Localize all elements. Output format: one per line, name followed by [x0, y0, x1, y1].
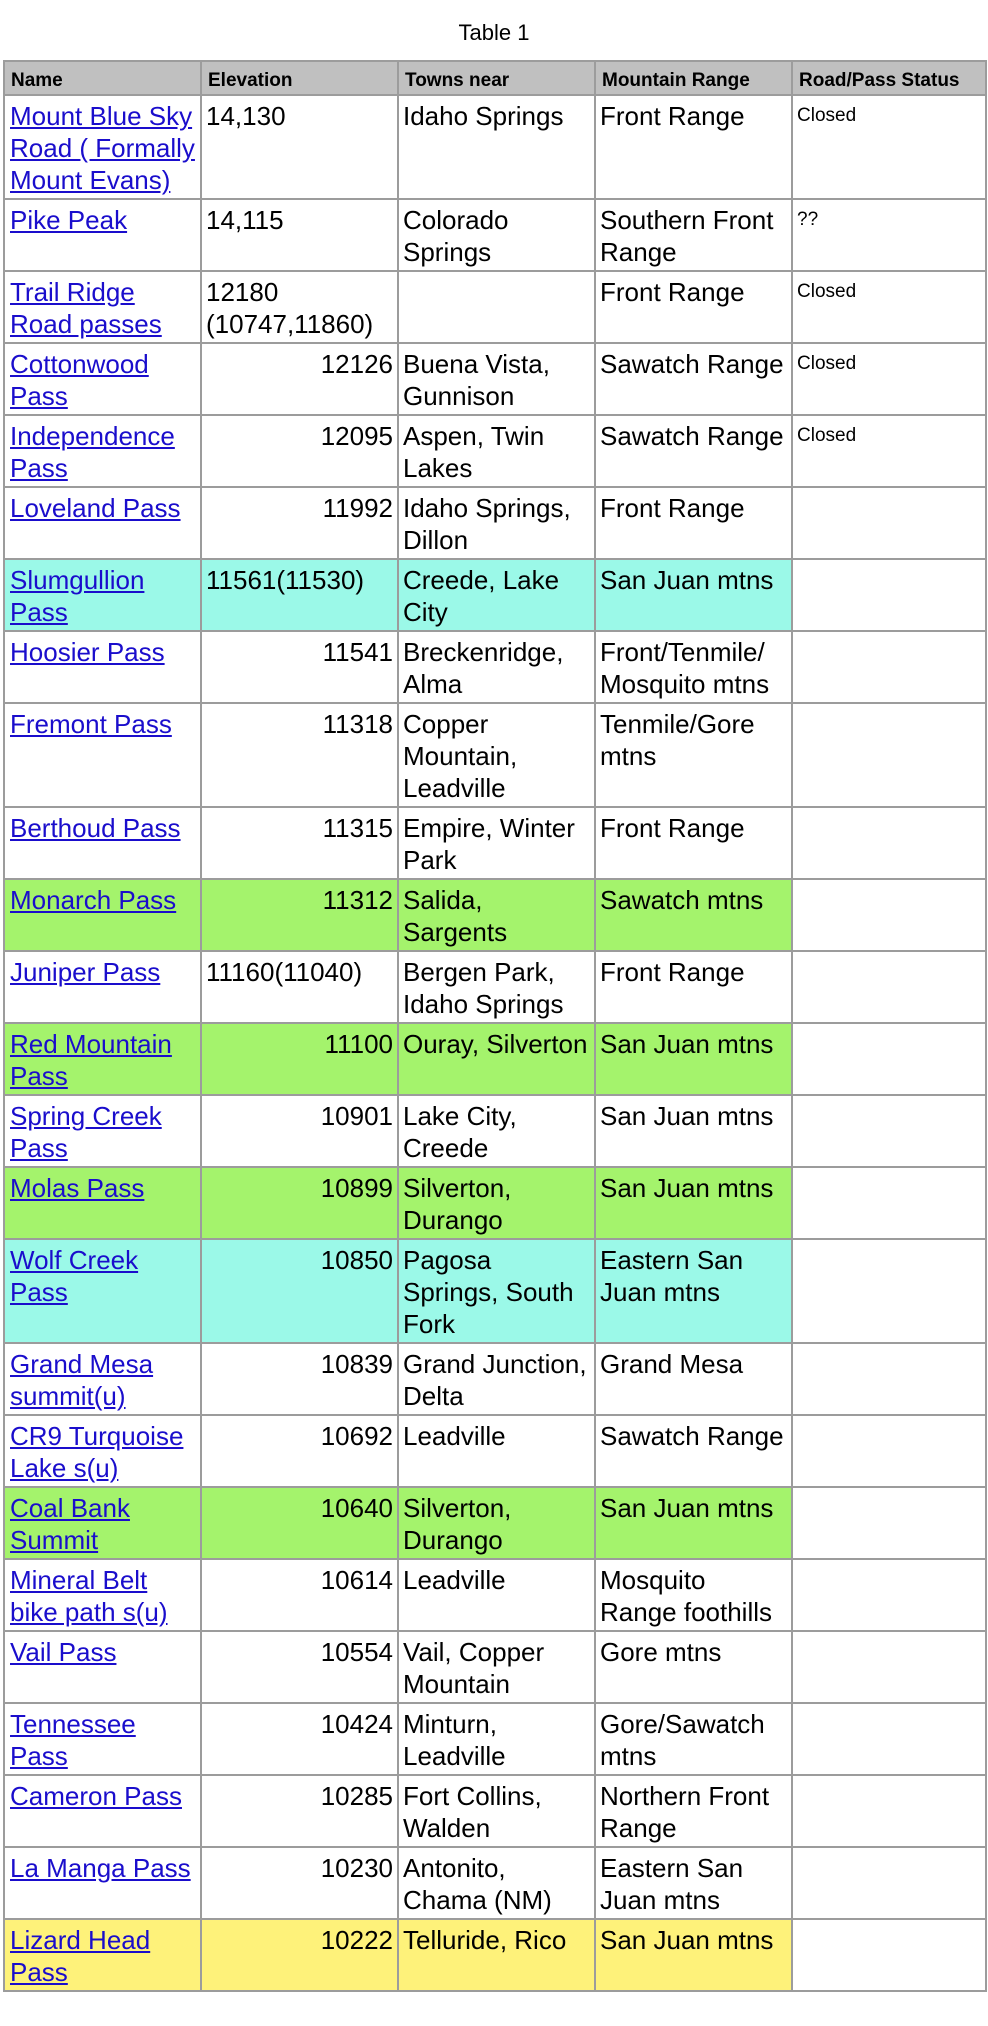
cell-towns: Silverton, Durango: [398, 1167, 595, 1239]
cell-status: Closed: [792, 271, 986, 343]
cell-name: [4, 1919, 201, 1991]
cell-range: Mosquito Range foothills: [595, 1559, 792, 1631]
table-row: [4, 1919, 986, 1991]
table-row: [4, 95, 986, 199]
cell-towns: Idaho Springs: [398, 95, 595, 199]
cell-range: Northern Front Range: [595, 1775, 792, 1847]
table-row: [4, 1095, 986, 1167]
cell-status: Closed: [792, 415, 986, 487]
cell-elevation: 12180 (10747,11860): [201, 271, 398, 343]
pass-link[interactable]: Cottonwood Pass: [10, 349, 149, 411]
cell-towns: Leadville: [398, 1559, 595, 1631]
cell-status: [792, 1167, 986, 1239]
cell-elevation: 10839: [201, 1343, 398, 1415]
cell-elevation: 14,130: [201, 95, 398, 199]
cell-status: [792, 951, 986, 1023]
cell-name: [4, 487, 201, 559]
table-row: [4, 1343, 986, 1415]
cell-towns: Idaho Springs, Dillon: [398, 487, 595, 559]
pass-link[interactable]: Mount Blue Sky Road ( Formally Mount Evans): [10, 101, 195, 195]
table-row: [4, 807, 986, 879]
cell-towns: Salida, Sargents: [398, 879, 595, 951]
cell-towns: Aspen, Twin Lakes: [398, 415, 595, 487]
cell-status: [792, 1343, 986, 1415]
cell-towns: Breckenridge, Alma: [398, 631, 595, 703]
pass-link[interactable]: Trail Ridge Road passes: [10, 277, 162, 339]
cell-elevation: 10424: [201, 1703, 398, 1775]
cell-elevation: 12126: [201, 343, 398, 415]
cell-range: Front Range: [595, 271, 792, 343]
cell-range: Front Range: [595, 487, 792, 559]
pass-link[interactable]: Loveland Pass: [10, 493, 181, 523]
pass-link[interactable]: Independence Pass: [10, 421, 175, 483]
cell-elevation: 11315: [201, 807, 398, 879]
cell-range: San Juan mtns: [595, 559, 792, 631]
cell-towns: Grand Junction, Delta: [398, 1343, 595, 1415]
cell-status: [792, 1415, 986, 1487]
table-row: [4, 1631, 986, 1703]
pass-link[interactable]: CR9 Turquoise Lake s(u): [10, 1421, 184, 1483]
cell-name: [4, 1487, 201, 1559]
cell-name: [4, 703, 201, 807]
cell-status: [792, 1095, 986, 1167]
cell-range: San Juan mtns: [595, 1919, 792, 1991]
cell-elevation: 11992: [201, 487, 398, 559]
header-row: [4, 61, 986, 95]
cell-status: [792, 1919, 986, 1991]
cell-range: San Juan mtns: [595, 1167, 792, 1239]
table-row: [4, 1703, 986, 1775]
pass-link[interactable]: Cameron Pass: [10, 1781, 182, 1811]
cell-range: Front Range: [595, 95, 792, 199]
cell-name: [4, 879, 201, 951]
cell-range: Sawatch Range: [595, 1415, 792, 1487]
cell-range: Sawatch mtns: [595, 879, 792, 951]
cell-name: [4, 1559, 201, 1631]
table-row: [4, 487, 986, 559]
cell-range: San Juan mtns: [595, 1487, 792, 1559]
cell-range: Sawatch Range: [595, 343, 792, 415]
header-range: Mountain Range: [595, 61, 792, 95]
cell-status: [792, 631, 986, 703]
cell-name: [4, 1847, 201, 1919]
cell-elevation: 10899: [201, 1167, 398, 1239]
cell-status: [792, 1847, 986, 1919]
cell-range: Front/Tenmile/ Mosquito mtns: [595, 631, 792, 703]
table-row: [4, 1167, 986, 1239]
pass-link[interactable]: Grand Mesa summit(u): [10, 1349, 154, 1411]
cell-status: [792, 879, 986, 951]
cell-elevation: 10554: [201, 1631, 398, 1703]
table-row: [4, 415, 986, 487]
cell-towns: Silverton, Durango: [398, 1487, 595, 1559]
pass-link[interactable]: Red Mountain Pass: [10, 1029, 172, 1091]
cell-elevation: 11318: [201, 703, 398, 807]
cell-elevation: 10614: [201, 1559, 398, 1631]
cell-elevation: 10640: [201, 1487, 398, 1559]
cell-name: [4, 1095, 201, 1167]
header-elevation: Elevation: [201, 61, 398, 95]
cell-name: [4, 95, 201, 199]
cell-towns: Vail, Copper Mountain: [398, 1631, 595, 1703]
cell-status: [792, 807, 986, 879]
table-row: [4, 879, 986, 951]
cell-status: Closed: [792, 343, 986, 415]
table-caption: Table 1: [458, 20, 530, 45]
table-row: [4, 1239, 986, 1343]
pass-link[interactable]: Juniper Pass: [10, 957, 161, 987]
cell-elevation: 11100: [201, 1023, 398, 1095]
cell-name: [4, 1167, 201, 1239]
cell-range: Grand Mesa: [595, 1343, 792, 1415]
pass-link[interactable]: Berthoud Pass: [10, 813, 181, 843]
pass-link[interactable]: La Manga Pass: [10, 1853, 191, 1883]
pass-link[interactable]: Molas Pass: [10, 1173, 145, 1203]
cell-status: [792, 1239, 986, 1343]
cell-range: Gore mtns: [595, 1631, 792, 1703]
cell-towns: Copper Mountain, Leadville: [398, 703, 595, 807]
cell-name: [4, 1415, 201, 1487]
cell-name: [4, 631, 201, 703]
table-row: [4, 199, 986, 271]
cell-status: ??: [792, 199, 986, 271]
cell-elevation: 10692: [201, 1415, 398, 1487]
cell-name: [4, 415, 201, 487]
cell-name: [4, 951, 201, 1023]
cell-status: [792, 487, 986, 559]
cell-range: Front Range: [595, 807, 792, 879]
cell-range: San Juan mtns: [595, 1095, 792, 1167]
cell-towns: Leadville: [398, 1415, 595, 1487]
pass-link[interactable]: Coal Bank Summit: [10, 1493, 130, 1555]
pass-link[interactable]: Hoosier Pass: [10, 637, 165, 667]
cell-name: [4, 1239, 201, 1343]
table-row: [4, 1847, 986, 1919]
cell-towns: Lake City, Creede: [398, 1095, 595, 1167]
cell-elevation: 11561(11530): [201, 559, 398, 631]
cell-name: [4, 343, 201, 415]
cell-elevation: 11312: [201, 879, 398, 951]
cell-elevation: 10901: [201, 1095, 398, 1167]
table-row: [4, 1487, 986, 1559]
cell-status: [792, 1631, 986, 1703]
pass-link[interactable]: Spring Creek Pass: [10, 1101, 162, 1163]
cell-name: [4, 1631, 201, 1703]
table-row: [4, 1559, 986, 1631]
cell-towns: Bergen Park, Idaho Springs: [398, 951, 595, 1023]
passes-table: [3, 60, 987, 1992]
cell-range: Tenmile/Gore mtns: [595, 703, 792, 807]
cell-status: [792, 559, 986, 631]
cell-elevation: 10850: [201, 1239, 398, 1343]
cell-towns: Buena Vista, Gunnison: [398, 343, 595, 415]
cell-towns: Colorado Springs: [398, 199, 595, 271]
table-row: [4, 1415, 986, 1487]
pass-link[interactable]: Wolf Creek Pass: [10, 1245, 139, 1307]
cell-name: [4, 271, 201, 343]
cell-range: Front Range: [595, 951, 792, 1023]
pass-link[interactable]: Monarch Pass: [10, 885, 177, 915]
cell-status: Closed: [792, 95, 986, 199]
cell-name: [4, 1023, 201, 1095]
cell-range: Southern Front Range: [595, 199, 792, 271]
pass-link[interactable]: Mineral Belt bike path s(u): [10, 1565, 168, 1627]
cell-range: San Juan mtns: [595, 1023, 792, 1095]
cell-towns: Minturn, Leadville: [398, 1703, 595, 1775]
header-status: Road/Pass Status: [792, 61, 986, 95]
cell-towns: [398, 271, 595, 343]
cell-towns: Fort Collins, Walden: [398, 1775, 595, 1847]
pass-link[interactable]: Fremont Pass: [10, 709, 172, 739]
table-row: [4, 343, 986, 415]
cell-elevation: 10230: [201, 1847, 398, 1919]
cell-elevation: 10285: [201, 1775, 398, 1847]
header-name: Name: [4, 61, 201, 95]
table-row: [4, 703, 986, 807]
cell-name: [4, 807, 201, 879]
cell-status: [792, 1559, 986, 1631]
cell-elevation: 11160(11040): [201, 951, 398, 1023]
cell-status: [792, 1023, 986, 1095]
cell-elevation: 12095: [201, 415, 398, 487]
cell-elevation: 14,115: [201, 199, 398, 271]
cell-name: [4, 1775, 201, 1847]
cell-elevation: 11541: [201, 631, 398, 703]
cell-status: [792, 1487, 986, 1559]
cell-name: [4, 1343, 201, 1415]
cell-towns: Creede, Lake City: [398, 559, 595, 631]
cell-towns: Pagosa Springs, South Fork: [398, 1239, 595, 1343]
cell-range: Eastern San Juan mtns: [595, 1239, 792, 1343]
cell-name: [4, 199, 201, 271]
cell-status: [792, 703, 986, 807]
table-row: [4, 1775, 986, 1847]
cell-name: [4, 1703, 201, 1775]
header-towns: Towns near: [398, 61, 595, 95]
table-row: [4, 271, 986, 343]
cell-elevation: 10222: [201, 1919, 398, 1991]
cell-range: Eastern San Juan mtns: [595, 1847, 792, 1919]
pass-link[interactable]: Slumgullion Pass: [10, 565, 145, 627]
table-row: [4, 1023, 986, 1095]
pass-link[interactable]: Vail Pass: [10, 1637, 117, 1667]
cell-towns: Antonito, Chama (NM): [398, 1847, 595, 1919]
pass-link[interactable]: Tennessee Pass: [10, 1709, 136, 1771]
cell-towns: Empire, Winter Park: [398, 807, 595, 879]
pass-link[interactable]: Pike Peak: [10, 205, 128, 235]
cell-status: [792, 1775, 986, 1847]
cell-range: Gore/Sawatch mtns: [595, 1703, 792, 1775]
cell-towns: Telluride, Rico: [398, 1919, 595, 1991]
cell-name: [4, 559, 201, 631]
pass-link[interactable]: Lizard Head Pass: [10, 1925, 151, 1987]
cell-range: Sawatch Range: [595, 415, 792, 487]
cell-towns: Ouray, Silverton: [398, 1023, 595, 1095]
table-row: [4, 559, 986, 631]
table-row: [4, 631, 986, 703]
table-row: [4, 951, 986, 1023]
cell-status: [792, 1703, 986, 1775]
